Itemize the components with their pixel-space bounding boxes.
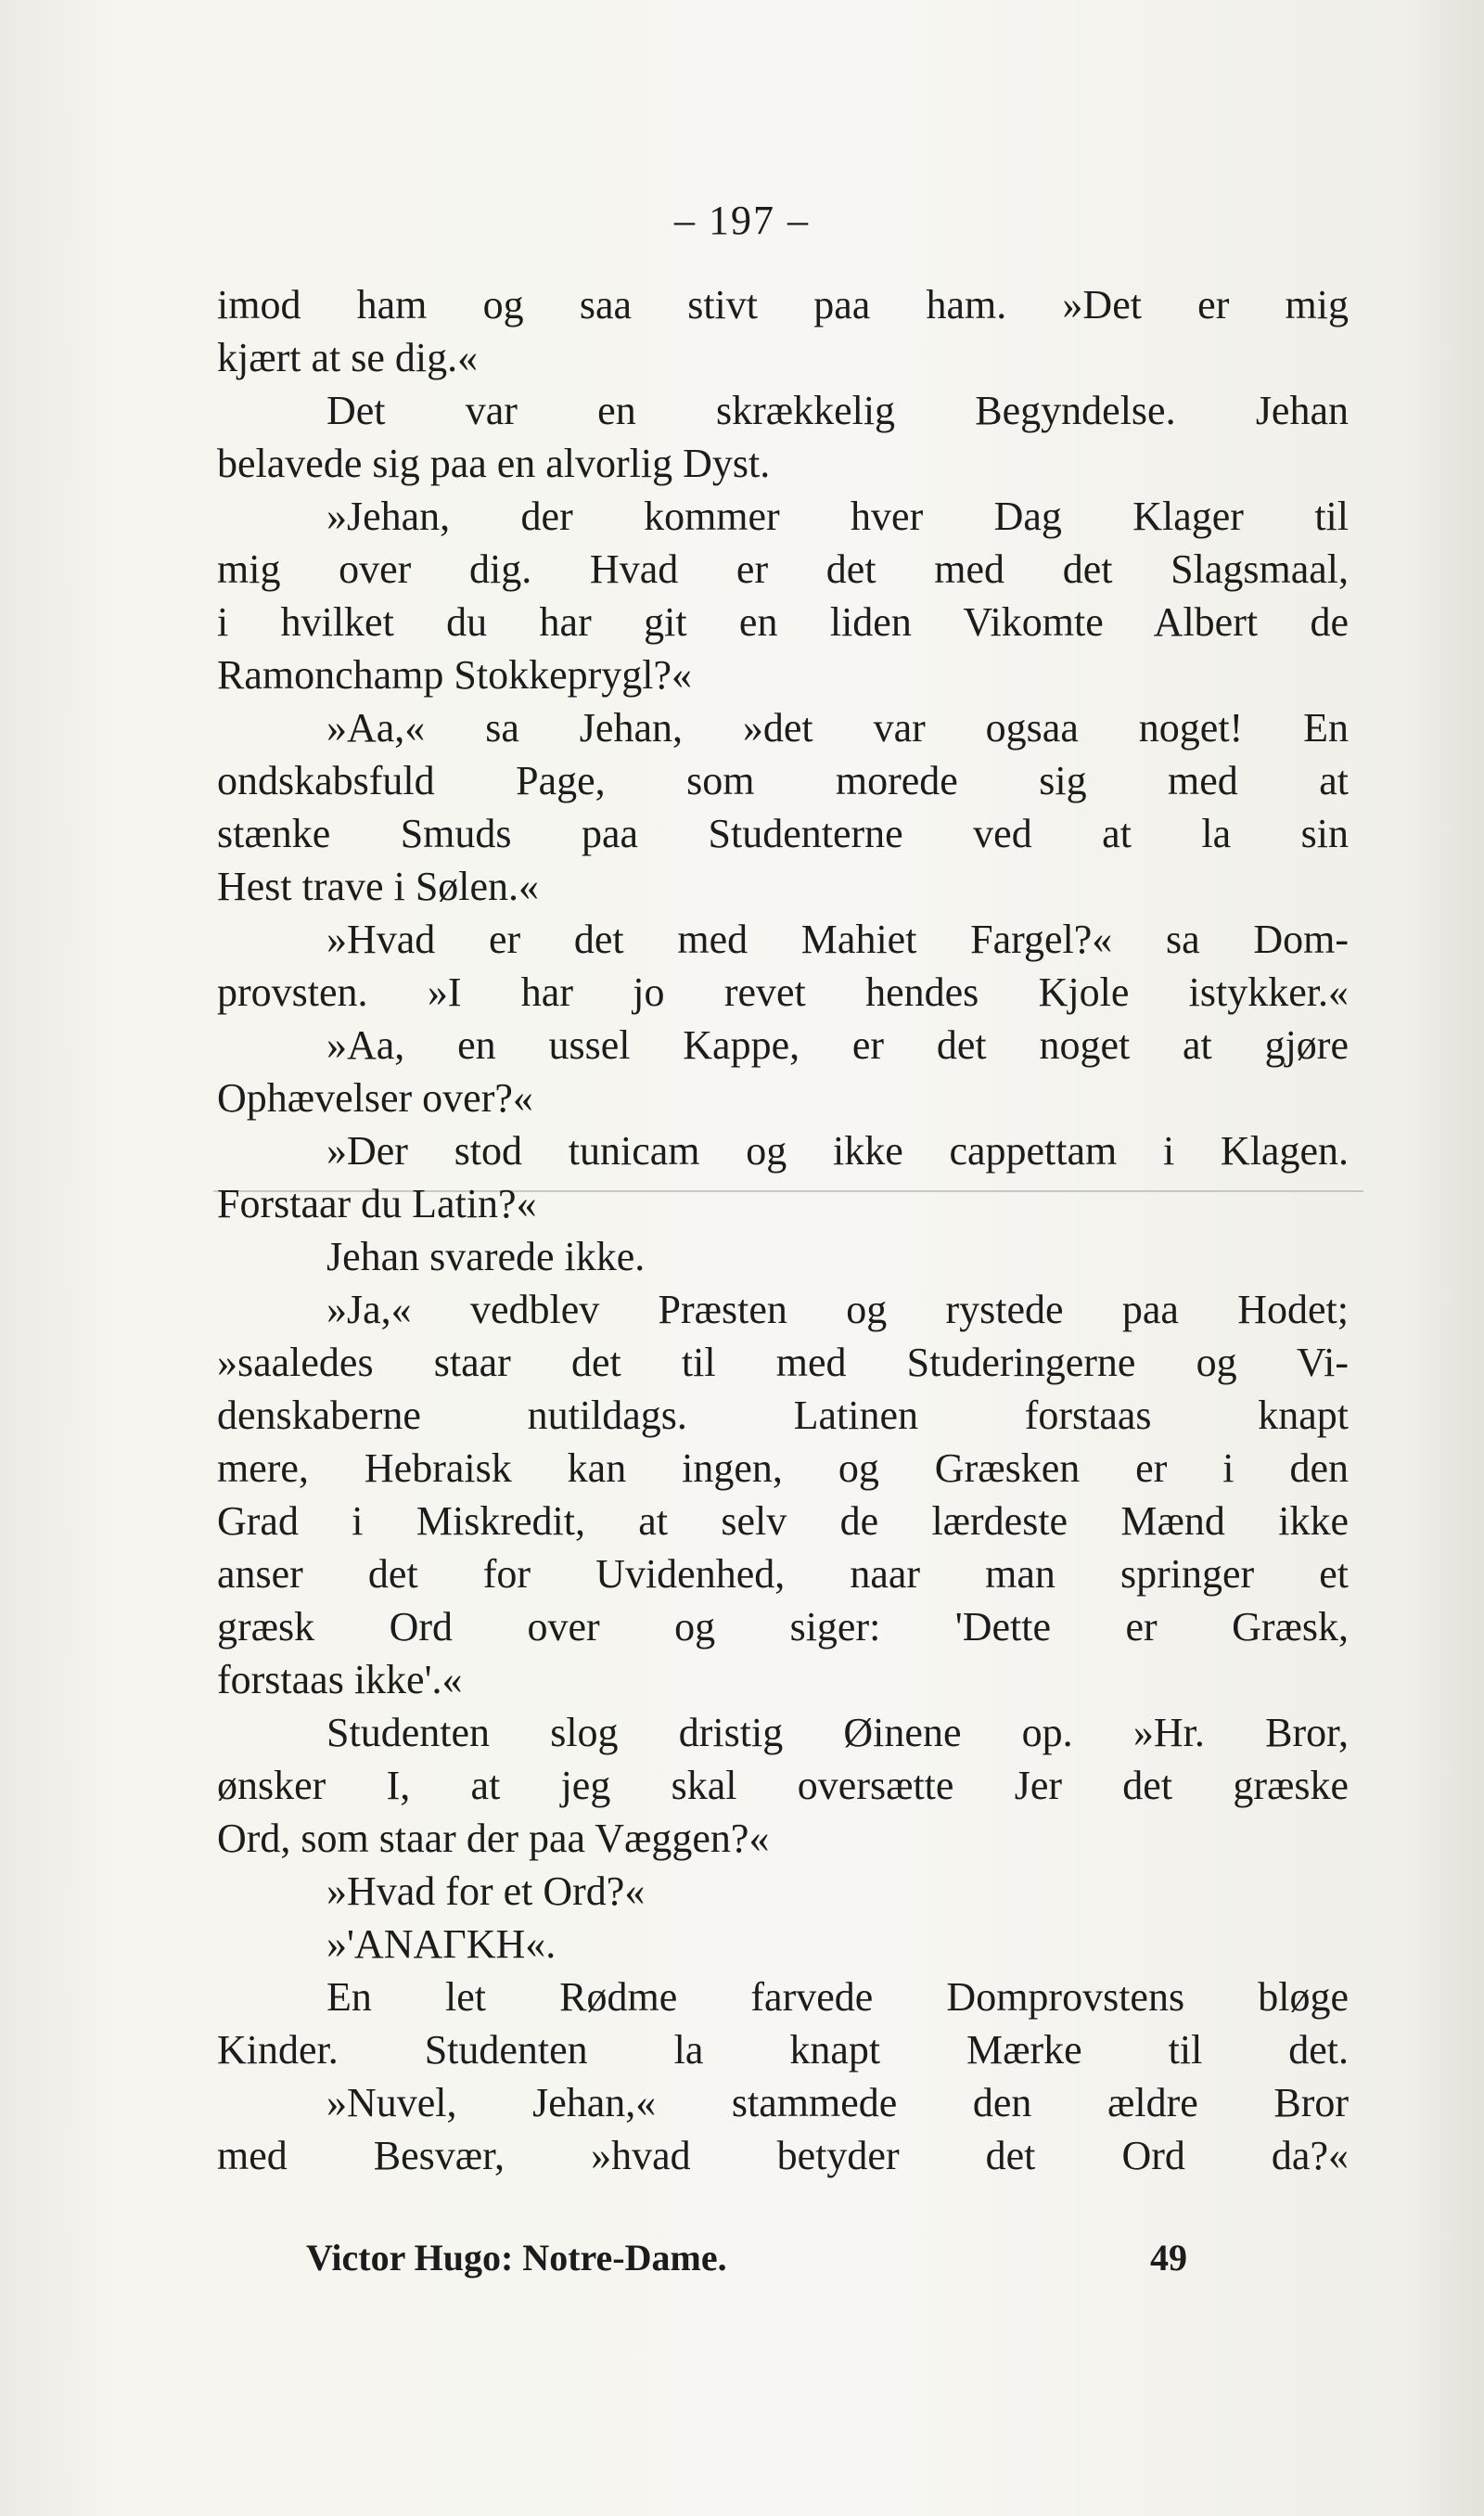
text-line: mig over dig. Hvad er det med det Slagsmaal,	[217, 546, 1349, 592]
text-line: Kinder. Studenten la knapt Mærke til det.	[217, 2027, 1349, 2073]
text-line: »Nuvel, Jehan,« stammede den ældre Bror	[326, 2080, 1349, 2125]
text-line: mere, Hebraisk kan ingen, og Græsken er i den	[217, 1445, 1349, 1491]
text-line: belavede sig paa en alvorlig Dyst.	[217, 441, 771, 486]
page-number: – 197 –	[674, 198, 810, 243]
text-line: »Hvad for et Ord?«	[326, 1868, 646, 1914]
footer-source: Victor Hugo: Notre-Dame.	[306, 2237, 727, 2279]
text-line: ondskabsfuld Page, som morede sig med at	[217, 758, 1349, 803]
text-line: Ord, som staar der paa Væggen?«	[217, 1816, 770, 1861]
text-line: stænke Smuds paa Studenterne ved at la sin	[217, 811, 1349, 856]
page-edge-shadow	[1410, 0, 1484, 2516]
text-line: ønsker I, at jeg skal oversætte Jer det græske	[217, 1763, 1349, 1808]
footer-signature: 49	[1150, 2237, 1187, 2279]
text-line: kjært at se dig.«	[217, 335, 479, 380]
text-line: »'ΑΝΑΓΚΗ«.	[326, 1921, 556, 1967]
text-line: »Ja,« vedblev Præsten og rystede paa Hodet;	[326, 1287, 1349, 1332]
text-line: Forstaar du Latin?«	[217, 1181, 537, 1226]
text-line: anser det for Uvidenhed, naar man springer et	[217, 1551, 1349, 1597]
text-line: Ophævelser over?«	[217, 1075, 533, 1121]
body-text	[217, 278, 1349, 2182]
text-line: Ramonchamp Stokkeprygl?«	[217, 652, 693, 698]
text-line: Hest trave i Sølen.«	[217, 864, 540, 909]
text-line: imod ham og saa stivt paa ham. »Det er mig	[217, 282, 1349, 327]
text-line: »saaledes staar det til med Studeringerne og Vi-	[217, 1340, 1349, 1385]
text-line: »Der stod tunicam og ikke cappettam i Klagen.	[326, 1128, 1349, 1174]
text-line: Studenten slog dristig Øinene op. »Hr. Bror,	[326, 1710, 1349, 1755]
text-line: En let Rødme farvede Domprovstens bløge	[326, 1974, 1349, 2020]
text-line: »Aa, en ussel Kappe, er det noget at gjøre	[326, 1022, 1349, 1068]
text-line: Jehan svarede ikke.	[326, 1234, 646, 1279]
text-line: denskaberne nutildags. Latinen forstaas knapt	[217, 1393, 1349, 1438]
text-line: »Aa,« sa Jehan, »det var ogsaa noget! En	[326, 705, 1349, 751]
text-line: forstaas ikke'.«	[217, 1657, 463, 1702]
text-line: provsten. »I har jo revet hendes Kjole istykker.«	[217, 969, 1349, 1015]
text-line: græsk Ord over og siger: 'Dette er Græsk,	[217, 1604, 1349, 1650]
text-line: »Jehan, der kommer hver Dag Klager til	[326, 494, 1349, 539]
text-line: Grad i Miskredit, at selv de lærdeste Mænd ikke	[217, 1498, 1349, 1544]
text-line: »Hvad er det med Mahiet Fargel?« sa Dom-	[326, 917, 1349, 962]
text-line: med Besvær, »hvad betyder det Ord da?«	[217, 2133, 1349, 2178]
text-line: Det var en skrækkelig Begyndelse. Jehan	[326, 388, 1349, 433]
text-line: i hvilket du har git en liden Vikomte Albert de	[217, 599, 1349, 645]
